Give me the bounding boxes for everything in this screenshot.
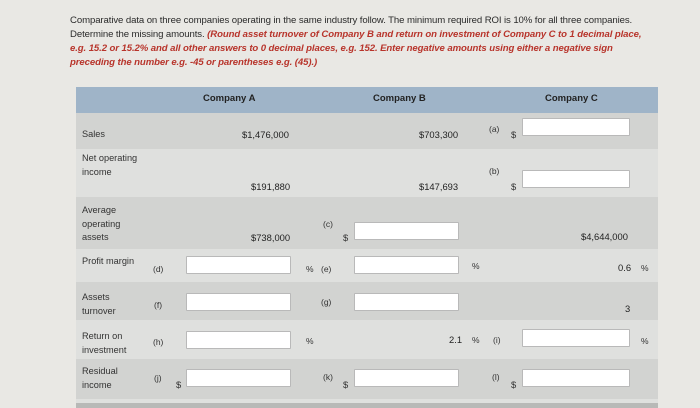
- sales-company-a: $1,476,000: [242, 129, 289, 140]
- row-label-roi: Return on investment: [82, 331, 127, 355]
- row-label-assets: Average operating assets: [82, 205, 121, 242]
- ri-b-dollar: $: [343, 379, 349, 390]
- ri-b-tag: (k): [323, 372, 333, 382]
- row-label-ri: Residual income: [82, 366, 118, 390]
- turnover-company-c: 3: [625, 303, 631, 314]
- sales-c-tag: (a): [489, 124, 500, 134]
- ri-company-b-input[interactable]: [354, 369, 459, 387]
- margin-a-pct: %: [306, 264, 314, 274]
- header-company-a: Company A: [203, 93, 256, 104]
- turnover-a-tag: (f): [154, 300, 163, 310]
- instructions: [70, 14, 660, 70]
- header-company-c: Company C: [545, 93, 598, 104]
- ri-a-tag: (j): [154, 373, 162, 383]
- assets-company-a: $738,000: [251, 232, 291, 243]
- roi-c-tag: (i): [493, 335, 501, 345]
- roi-company-a-input[interactable]: [186, 331, 291, 349]
- margin-b-tag: (e): [321, 264, 332, 274]
- table-bottom-edge: [76, 403, 658, 408]
- noi-company-c-input[interactable]: [522, 170, 630, 188]
- noi-c-tag: (b): [489, 166, 500, 176]
- roi-company-c-input[interactable]: [522, 329, 630, 347]
- ri-company-c-input[interactable]: [522, 369, 630, 387]
- ri-a-dollar: $: [176, 379, 182, 390]
- row-label-noi: Net operating income: [82, 153, 138, 177]
- margin-company-b-input[interactable]: [354, 256, 459, 274]
- instructions-text: Comparative data on three companies operating in the same industry follow. The minimum required ROI is 10% for all three companies. Determine the missing amounts.: [70, 15, 633, 40]
- roi-a-pct: %: [306, 336, 314, 346]
- sales-company-c-input[interactable]: [522, 118, 630, 136]
- ri-c-tag: (l): [492, 372, 500, 382]
- table-header: [76, 87, 658, 113]
- margin-company-c: 0.6: [618, 262, 632, 273]
- roi-b-pct: %: [472, 335, 480, 345]
- margin-a-tag: (d): [153, 264, 164, 274]
- ri-company-a-input[interactable]: [186, 369, 291, 387]
- roi-company-b: 2.1: [449, 334, 463, 345]
- row-label-sales: Sales: [82, 129, 105, 139]
- noi-c-dollar: $: [511, 181, 517, 192]
- assets-b-dollar: $: [343, 232, 349, 243]
- turnover-b-tag: (g): [321, 297, 332, 307]
- assets-b-tag: (c): [323, 219, 333, 229]
- noi-company-b: $147,693: [419, 181, 459, 192]
- assets-company-c: $4,644,000: [581, 231, 628, 242]
- roi-a-tag: (h): [153, 337, 164, 347]
- instructions-emphasis: (Round asset turnover of Company B and return on investment of Company C to 1 decimal place, e.g. 15.2 or 15.2% and all other answers to 0 decimal places, e.g. 152. Enter negative amounts using either a negative sign preceding the number e.g. -45 or parentheses e.g. (45).): [70, 29, 642, 68]
- header-company-b: Company B: [373, 93, 426, 104]
- assets-company-b-input[interactable]: [354, 222, 459, 240]
- sales-c-dollar: $: [511, 129, 517, 140]
- margin-c-pct: %: [641, 263, 649, 273]
- noi-company-a: $191,880: [251, 181, 291, 192]
- margin-company-a-input[interactable]: [186, 256, 291, 274]
- sales-company-b: $703,300: [419, 129, 459, 140]
- turnover-company-b-input[interactable]: [354, 293, 459, 311]
- ri-c-dollar: $: [511, 379, 517, 390]
- comparison-table: [76, 87, 658, 408]
- turnover-company-a-input[interactable]: [186, 293, 291, 311]
- row-label-turnover: Assets turnover: [82, 292, 116, 316]
- roi-c-pct: %: [641, 336, 649, 346]
- margin-b-pct: %: [472, 261, 480, 271]
- row-label-margin: Profit margin: [82, 256, 135, 266]
